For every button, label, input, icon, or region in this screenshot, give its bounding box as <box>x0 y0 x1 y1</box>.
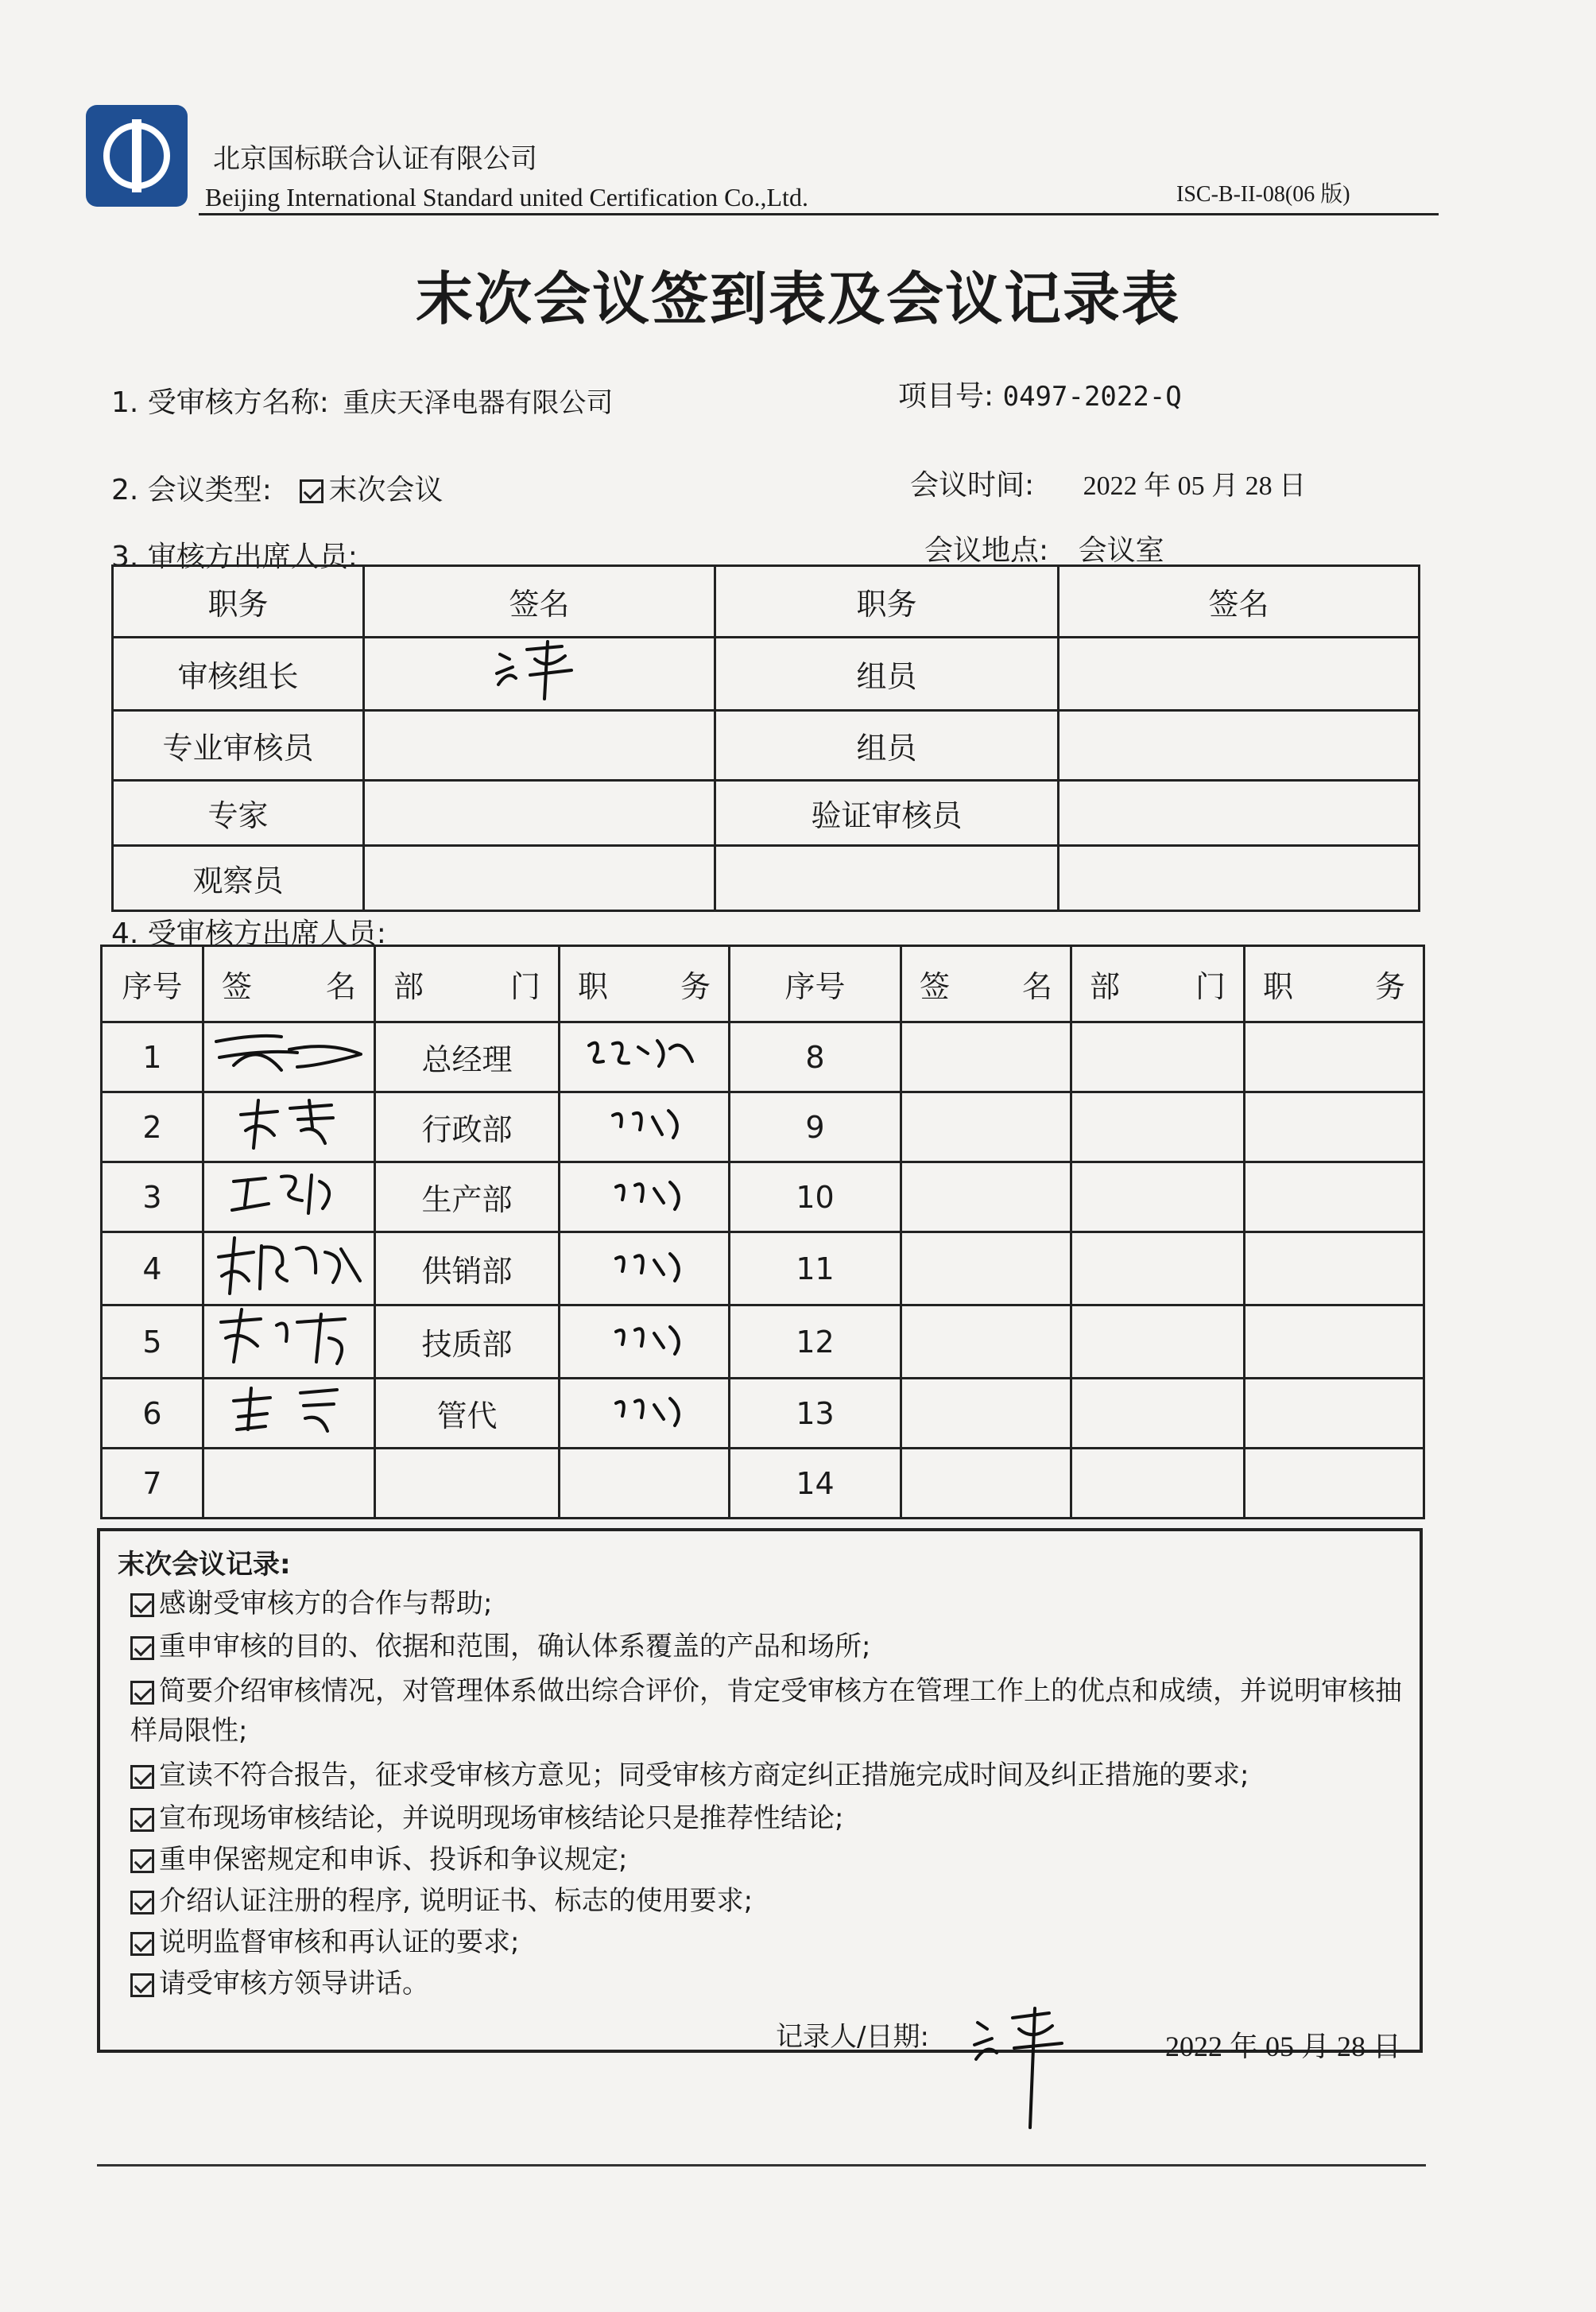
table-row <box>113 846 1420 911</box>
recorder-label: 记录人/日期: <box>776 2021 929 2053</box>
checkbox-checked-icon <box>130 1593 154 1617</box>
auditor-attendees-label: 3. 审核方出席人员: <box>111 541 358 573</box>
record-item <box>130 1964 1402 2004</box>
project-number-row <box>898 374 1182 414</box>
record-item-text: 宣布现场审核结论，并说明现场审核结论只是推荐性结论; <box>159 1802 844 1834</box>
department-cell: 管代 <box>375 1379 560 1449</box>
checkbox-checked-icon <box>130 1973 154 1997</box>
record-date: 2022 年 05 月 28 日 <box>1165 2031 1402 2062</box>
record-item-text: 感谢受审核方的合作与帮助; <box>159 1588 493 1620</box>
signature-cell <box>203 1379 375 1449</box>
auditee-name-row <box>111 380 613 421</box>
table-row <box>102 1092 1424 1162</box>
record-item <box>130 1671 1402 1751</box>
record-item <box>130 1881 1402 1921</box>
seq-cell: 9 <box>730 1092 901 1162</box>
handwritten-position <box>589 1241 700 1289</box>
signature-cell <box>901 1162 1071 1232</box>
record-item <box>130 1922 1402 1962</box>
signature-cell <box>1059 846 1420 911</box>
table-header-row <box>113 566 1420 638</box>
handwritten-signature <box>210 1026 369 1081</box>
handwritten-position <box>589 1314 700 1362</box>
document-title: 末次会议签到表及会议记录表 <box>415 266 1180 332</box>
record-item-text: 重申审核的目的、依据和范围，确认体系覆盖的产品和场所; <box>159 1631 871 1662</box>
record-item <box>130 1798 1402 1838</box>
signature-cell <box>203 1305 375 1379</box>
position-cell <box>560 1092 730 1162</box>
department-cell <box>1071 1232 1245 1305</box>
handwritten-position <box>589 1170 700 1217</box>
header-signature: 签名 <box>364 566 715 638</box>
signature-cell <box>1059 711 1420 781</box>
record-item-text: 请受审核方领导讲话。 <box>159 1968 429 2000</box>
seq-cell: 5 <box>102 1305 203 1379</box>
role-cell: 组员 <box>715 711 1059 781</box>
department-cell <box>1071 1305 1245 1379</box>
seq-cell: 6 <box>102 1379 203 1449</box>
role-cell: 组员 <box>715 638 1059 711</box>
signature-cell <box>901 1379 1071 1449</box>
record-item <box>130 1840 1402 1879</box>
department-cell <box>375 1449 560 1519</box>
position-cell <box>560 1162 730 1232</box>
table-row <box>113 638 1420 711</box>
meeting-time-value: 2022 年 05 月 28 日 <box>1083 471 1307 501</box>
position-cell <box>1245 1449 1424 1519</box>
handwritten-signature <box>210 1306 369 1370</box>
form-code: ISC-B-II-08(06 版) <box>1176 182 1350 207</box>
table-row <box>102 1379 1424 1449</box>
meeting-type-checkbox <box>300 479 323 503</box>
seq-cell: 10 <box>730 1162 901 1232</box>
meeting-place-row <box>924 528 1164 568</box>
header-position: 职务 <box>560 946 730 1022</box>
meeting-place-label: 会议地点: <box>924 534 1049 567</box>
department-cell <box>1071 1379 1245 1449</box>
signature-cell <box>203 1162 375 1232</box>
header-signature: 签名 <box>901 946 1071 1022</box>
seq-cell: 12 <box>730 1305 901 1379</box>
position-cell <box>1245 1022 1424 1092</box>
checkbox-checked-icon <box>130 1849 154 1873</box>
auditee-name-value: 重庆天泽电器有限公司 <box>343 387 614 419</box>
role-cell: 观察员 <box>113 846 364 911</box>
department-cell <box>1071 1022 1245 1092</box>
project-number-label: 项目号: <box>898 380 994 413</box>
role-cell: 审核组长 <box>113 638 364 711</box>
position-cell <box>1245 1232 1424 1305</box>
checkbox-checked-icon <box>130 1808 154 1832</box>
handwritten-signature <box>230 1096 349 1151</box>
department-cell: 供销部 <box>375 1232 560 1305</box>
handwritten-signature <box>492 638 587 702</box>
header-signature: 签名 <box>1059 566 1420 638</box>
signature-cell <box>1059 638 1420 711</box>
seq-cell: 11 <box>730 1232 901 1305</box>
position-cell <box>560 1449 730 1519</box>
header-signature: 签名 <box>203 946 375 1022</box>
signature-cell <box>203 1022 375 1092</box>
signature-cell <box>901 1232 1071 1305</box>
meeting-type-label: 2. 会议类型: <box>111 474 272 506</box>
record-item-text: 介绍认证注册的程序, 说明证书、标志的使用要求; <box>159 1885 753 1917</box>
department-cell: 生产部 <box>375 1162 560 1232</box>
record-item-text: 重申保密规定和申诉、投诉和争议规定; <box>159 1844 628 1876</box>
handwritten-position <box>589 1100 700 1147</box>
table-row <box>102 1305 1424 1379</box>
header-divider <box>199 213 1439 215</box>
meeting-time-row <box>910 463 1306 503</box>
header-role: 职务 <box>715 566 1059 638</box>
seq-cell: 8 <box>730 1022 901 1092</box>
checkbox-checked-icon <box>130 1891 154 1914</box>
auditor-attendance-table <box>111 564 1420 912</box>
record-item-text: 说明监督审核和再认证的要求; <box>159 1926 520 1958</box>
signature-cell <box>203 1232 375 1305</box>
meeting-time-label: 会议时间: <box>910 469 1035 502</box>
table-row <box>102 1022 1424 1092</box>
signature-cell <box>364 846 715 911</box>
role-cell: 验证审核员 <box>715 781 1059 846</box>
seq-cell: 14 <box>730 1449 901 1519</box>
record-item <box>130 1755 1402 1795</box>
seq-cell: 4 <box>102 1232 203 1305</box>
signature-cell <box>1059 781 1420 846</box>
signature-cell <box>203 1092 375 1162</box>
checkbox-checked-icon <box>130 1932 154 1956</box>
position-cell <box>560 1305 730 1379</box>
department-cell <box>1071 1162 1245 1232</box>
header-department: 部门 <box>375 946 560 1022</box>
header-seq: 序号 <box>102 946 203 1022</box>
company-name-cn: 北京国标联合认证有限公司 <box>213 143 537 175</box>
department-cell: 技质部 <box>375 1305 560 1379</box>
table-header-row <box>102 946 1424 1022</box>
company-logo <box>86 105 188 207</box>
header-seq: 序号 <box>730 946 901 1022</box>
header-position: 职务 <box>1245 946 1424 1022</box>
signature-cell <box>364 781 715 846</box>
table-row <box>113 711 1420 781</box>
signature-cell <box>364 711 715 781</box>
seq-cell: 3 <box>102 1162 203 1232</box>
seq-cell: 13 <box>730 1379 901 1449</box>
record-item-text: 宣读不符合报告，征求受审核方意见；同受审核方商定纠正措施完成时间及纠正措施的要求; <box>159 1759 1249 1791</box>
meeting-place-value: 会议室 <box>1078 534 1164 567</box>
auditee-rows <box>102 1022 1424 1519</box>
signature-cell <box>203 1449 375 1519</box>
position-cell <box>1245 1305 1424 1379</box>
footer-divider <box>97 2164 1426 2167</box>
position-cell <box>1245 1162 1424 1232</box>
handwritten-signature <box>226 1166 353 1221</box>
handwritten-position <box>581 1030 708 1077</box>
handwritten-signature <box>214 1233 365 1297</box>
position-cell <box>560 1379 730 1449</box>
record-item <box>130 1627 1402 1666</box>
signature-cell <box>901 1305 1071 1379</box>
position-cell <box>1245 1092 1424 1162</box>
table-row <box>113 781 1420 846</box>
position-cell <box>560 1232 730 1305</box>
seq-cell: 2 <box>102 1092 203 1162</box>
handwritten-position <box>589 1386 700 1433</box>
meeting-record-title: 末次会议记录: <box>118 1549 291 1581</box>
role-cell: 专家 <box>113 781 364 846</box>
seq-cell: 1 <box>102 1022 203 1092</box>
auditee-attendees-label: 4. 受审核方出席人员: <box>111 917 386 950</box>
auditee-attendance-table <box>100 945 1425 1519</box>
seq-cell: 7 <box>102 1449 203 1519</box>
header-role: 职务 <box>113 566 364 638</box>
table-row <box>102 1449 1424 1519</box>
record-item-text: 简要介绍审核情况，对管理体系做出综合评价，肯定受审核方在管理工作上的优点和成绩，并说明审核抽样局限性; <box>130 1675 1402 1747</box>
checkbox-checked-icon <box>130 1681 154 1705</box>
signature-cell <box>364 638 715 711</box>
meeting-type-value: 末次会议 <box>328 474 444 506</box>
checkbox-checked-icon <box>130 1765 154 1789</box>
department-cell <box>1071 1092 1245 1162</box>
checkbox-checked-icon <box>130 1636 154 1660</box>
project-number-value: 0497-2022-Q <box>1002 381 1182 413</box>
signature-cell <box>901 1449 1071 1519</box>
signature-cell <box>901 1092 1071 1162</box>
signature-cell <box>901 1022 1071 1092</box>
company-name-en: Beijing International Standard united Certification Co.,Ltd. <box>205 183 808 211</box>
department-cell <box>1071 1449 1245 1519</box>
record-item <box>130 1584 1402 1623</box>
position-cell <box>560 1022 730 1092</box>
auditee-name-label: 1. 受审核方名称: <box>111 386 329 419</box>
table-row <box>102 1162 1424 1232</box>
recorder-signature <box>970 2004 1097 2131</box>
department-cell: 行政部 <box>375 1092 560 1162</box>
handwritten-signature <box>226 1382 353 1437</box>
meeting-type-row <box>111 467 443 508</box>
role-cell: 专业审核员 <box>113 711 364 781</box>
role-cell <box>715 846 1059 911</box>
department-cell: 总经理 <box>375 1022 560 1092</box>
header-department: 部门 <box>1071 946 1245 1022</box>
table-row <box>102 1232 1424 1305</box>
position-cell <box>1245 1379 1424 1449</box>
